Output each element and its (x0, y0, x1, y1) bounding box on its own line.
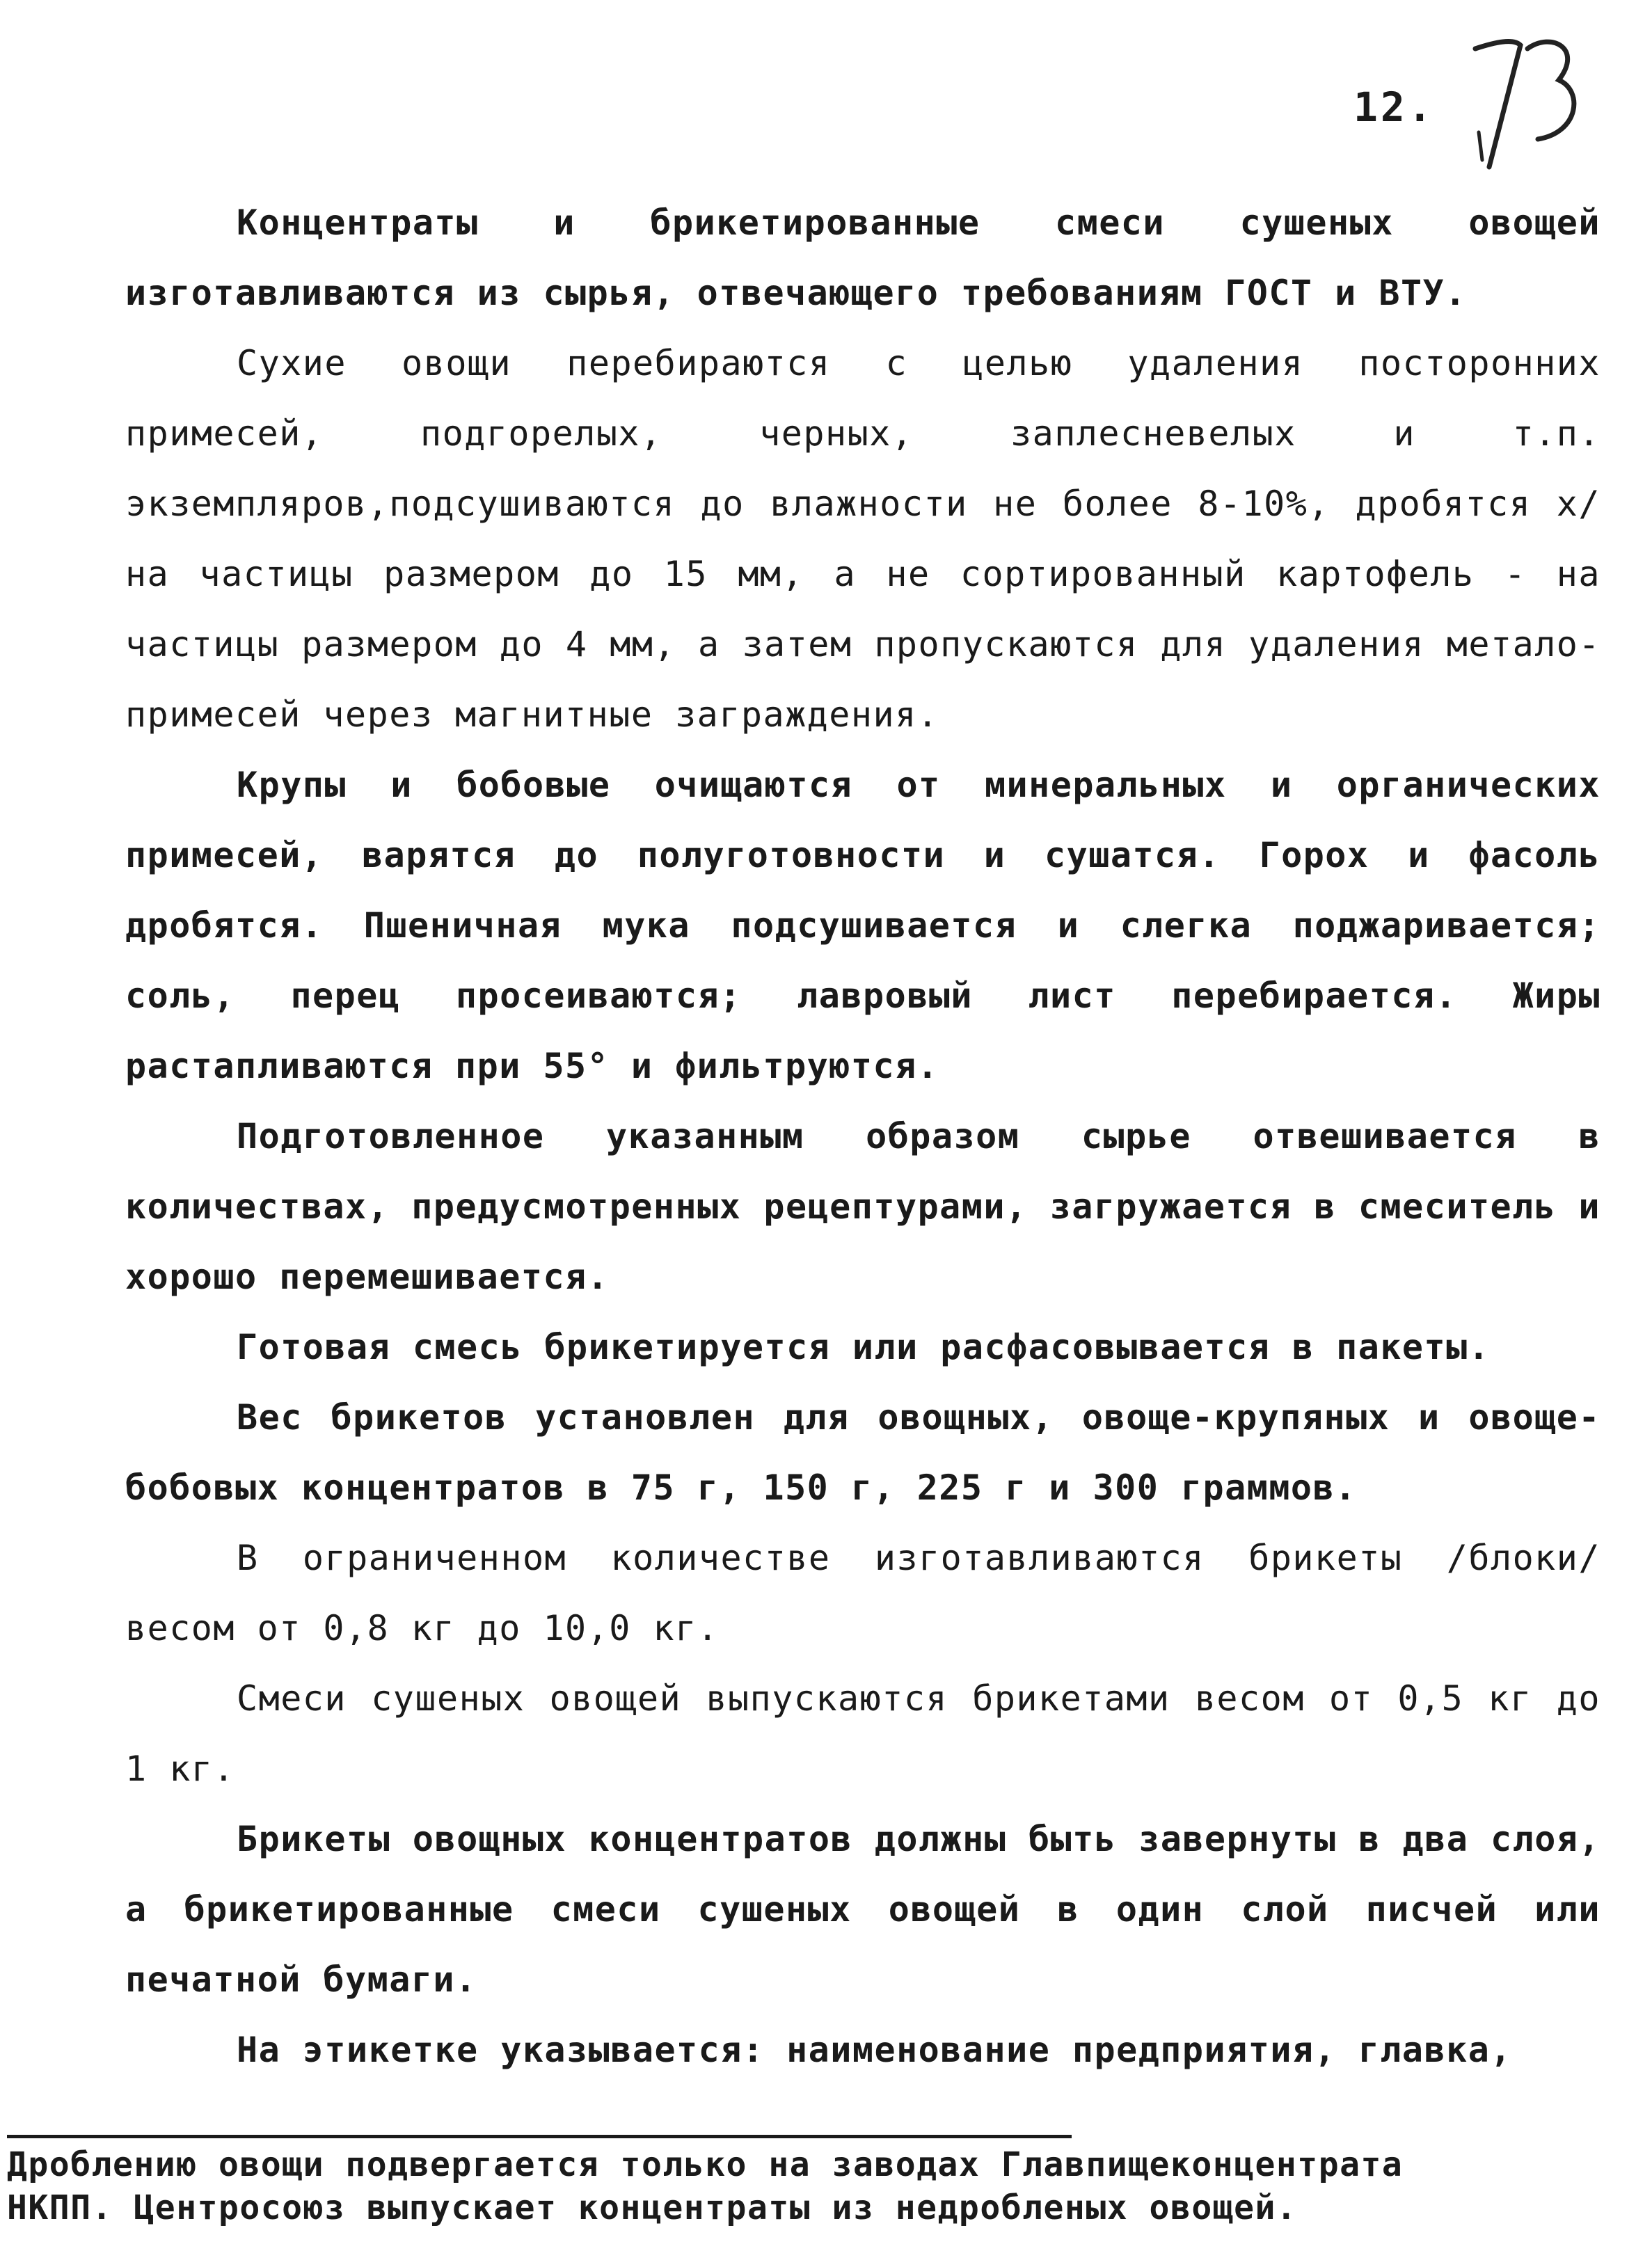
paragraph-10: На этикетке указывается: наименование предприятия, главка, (237, 2030, 1512, 2070)
paragraph-3: Крупы и бобовые очищаются от минеральных и органических примесей, варятся до полуготовности и сушатся. Горох и фасоль дробятся. Пшеничная мука подсушивается и слегка поджаривается; соль, перец просеиваются; лавровый лист перебирается. Жиры растапливаются при 55° и фильтруются. (125, 765, 1601, 1086)
paragraph-9: Брикеты овощных концентратов должны быть завернуты в два слоя, а брикетированные смеси сушеных овощей в один слой писчей или печатной бумаги. (125, 1819, 1601, 2000)
page-number: 12. (1353, 83, 1435, 131)
footnote (7, 2143, 1628, 2229)
paragraph-2: Сухие овощи перебираются с целью удаления посторонних примесей, подгорелых, черных, заплесневелых и т.п. экземпляров,подсушиваются до влажности не более 8-10%, дробятся x/ на частицы размером до 15 мм, а не сортированный картофель - на частицы размером до 4 мм, а затем пропускаются для удаления метало-примесей через магнитные заграждения. (125, 343, 1601, 735)
paragraph-5: Готовая смесь брикетируется или расфасовывается в пакеты. (237, 1327, 1491, 1367)
footnote-line-1: Дроблению овощи подвергается только на заводах Главпищеконцентрата (7, 2145, 1404, 2184)
handwritten-73-signature (1461, 28, 1587, 181)
handwritten-archive-number (1461, 28, 1587, 181)
paragraph-8: Смеси сушеных овощей выпускаются брикетами весом от 0,5 кг до 1 кг. (125, 1678, 1601, 1789)
paragraph-7: В ограниченном количестве изготавливаются брикеты /блоки/ весом от 0,8 кг до 10,0 кг. (125, 1538, 1601, 1648)
footnote-divider (7, 2135, 1072, 2138)
footnote-line-2: НКПП. Центросоюз выпускает концентраты из недробленых овощей. (7, 2188, 1298, 2227)
paragraph-6: Вес брикетов установлен для овощных, овоще-крупяных и овоще-бобовых концентратов в 75 г, 150 г, 225 г и 300 граммов. (125, 1397, 1601, 1508)
paragraph-1: Концентраты и брикетированные смеси сушеных овощей изготавливаются из сырья, отвечающего требованиям ГОСТ и ВТУ. (125, 202, 1601, 313)
body-text (125, 188, 1601, 2085)
paragraph-4: Подготовленное указанным образом сырье отвешивается в количествах, предусмотренных рецептурами, загружается в смеситель и хорошо перемешивается. (125, 1116, 1601, 1297)
